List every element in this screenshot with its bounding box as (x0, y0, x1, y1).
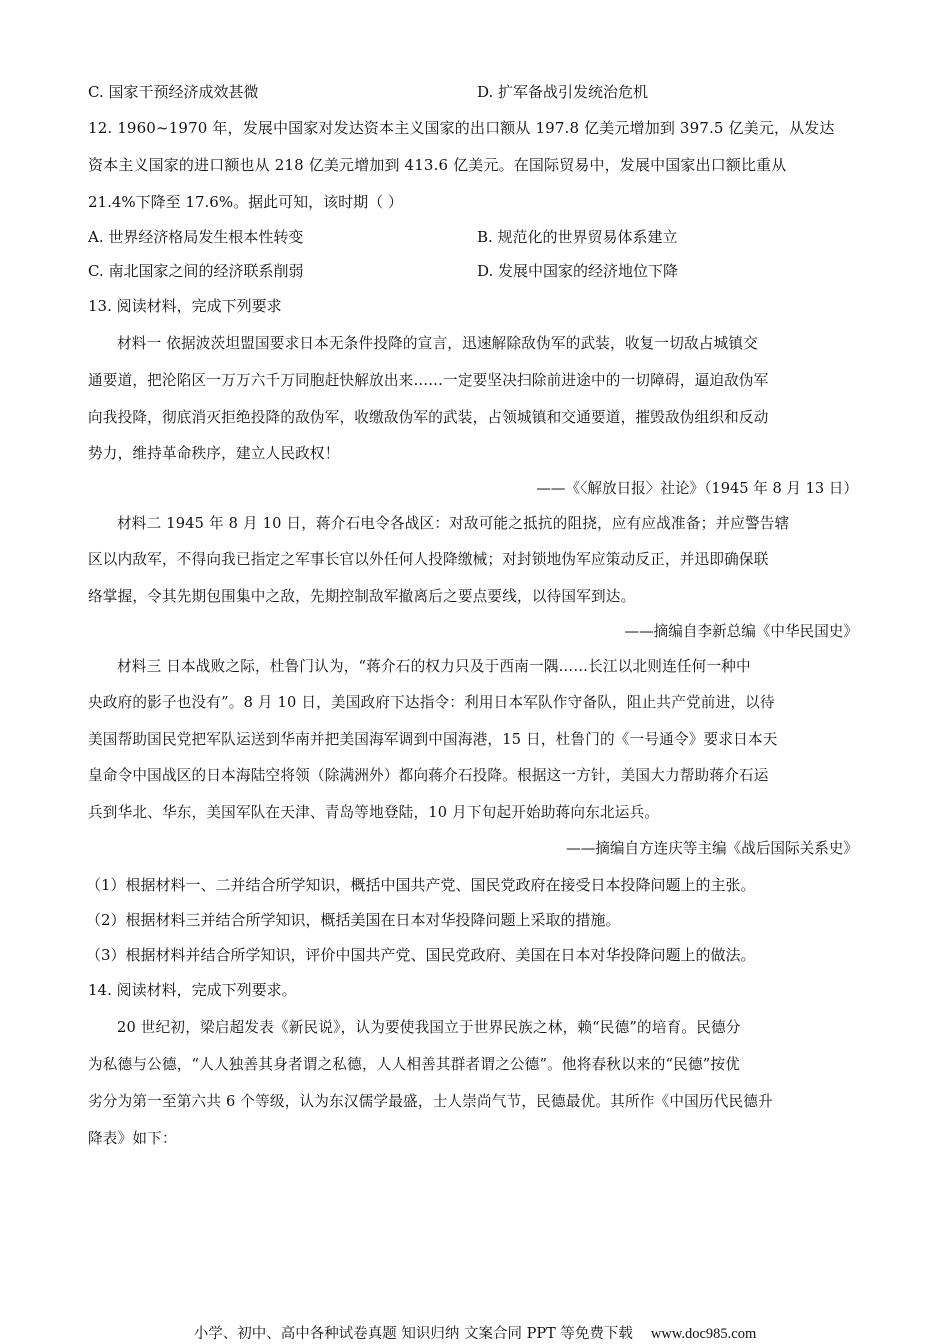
q13-material3-line: 材料三 日本战败之际，杜鲁门认为，“蒋介石的权力只及于西南一隅……长江以北则连任何一种中 (117, 658, 751, 675)
q13-material2-line: 区以内敌军，不得向我已指定之军事长官以外任何人投降缴械；对封锁地伪军应策动反正，并迅即确保联 (88, 551, 769, 568)
q13-material1-source: ——《〈解放日报〉社论》（1945 年 8 月 13 日） (536, 480, 858, 497)
q13-material1-line: 向我投降，彻底消灭拒绝投降的敌伪军，收缴敌伪军的武装，占领城镇和交通要道，摧毁敌伪组织和反动 (88, 409, 769, 426)
q13-material3-line: 美国帮助国民党把军队运送到华南并把美国海军调到中国海港，15 日，杜鲁门的《一号通令》要求日本天 (88, 731, 778, 748)
q13-material1-line: 势力，维持革命秩序，建立人民政权！ (88, 445, 340, 462)
footer-text: 小学、初中、高中各种试卷真题 知识归纳 文案合同 PPT 等免费下载 (193, 1326, 633, 1342)
q13-title: 13. 阅读材料，完成下列要求 (88, 297, 282, 315)
q12-stem-line: 21.4%下降至 17.6%。据此可知，该时期（ ） (88, 193, 403, 211)
q14-material-line: 降表》如下： (88, 1130, 177, 1147)
q12-stem-line: 资本主义国家的进口额也从 218 亿美元增加到 413.6 亿美元。在国际贸易中，发展中国家出口额比重从 (88, 156, 787, 174)
q14-title: 14. 阅读材料，完成下列要求。 (88, 981, 297, 999)
q13-question-1: （1）根据材料一、二并结合所学知识，概括中国共产党、国民党政府在接受日本投降问题上的主张。 (86, 876, 756, 894)
q13-question-3: （3）根据材料并结合所学知识，评价中国共产党、国民党政府、美国在日本对华投降问题上的做法。 (86, 946, 756, 964)
q14-material-line: 为私德与公德，“人人独善其身者谓之私德，人人相善其群者谓之公德”。他将春秋以来的“民德”按优 (88, 1056, 740, 1073)
q13-material3-source: ——摘编自方连庆等主编《战后国际关系史》 (566, 840, 858, 857)
page-footer (0, 1324, 950, 1344)
q13-material3-line: 央政府的影子也没有”。8 月 10 日，美国政府下达指令：利用日本军队作守备队，阻止共产党前进，以待 (88, 694, 775, 711)
q13-material1-line: 材料一 依据波茨坦盟国要求日本无条件投降的宣言，迅速解除敌伪军的武装，收复一切敌占城镇交 (117, 335, 758, 352)
q13-question-2: （2）根据材料三并结合所学知识，概括美国在日本对华投降问题上采取的措施。 (86, 911, 621, 929)
q13-material1-line: 通要道，把沦陷区一万万六千万同胞赶快解放出来……一定要坚决扫除前进途中的一切障碍，逼迫敌伪军 (88, 372, 769, 389)
q13-material3-line: 皇命令中国战区的日本海陆空将领（除满洲外）都向蒋介石投降。根据这一方针，美国大力帮助蒋介石运 (88, 767, 769, 784)
q14-material-line: 劣分为第一至第六共 6 个等级，认为东汉儒学最盛，士人崇尚气节，民德最优。其所作《中国历代民德升 (88, 1093, 773, 1110)
q14-material-line: 20 世纪初，梁启超发表《新民说》，认为要使我国立于世界民族之林，赖“民德”的培育。民德分 (117, 1019, 741, 1036)
q11-option-d: D. 扩军备战引发统治危机 (477, 83, 649, 101)
q12-stem-line: 12. 1960~1970 年，发展中国家对发达资本主义国家的出口额从 197.8 亿美元增加到 397.5 亿美元，从发达 (88, 119, 835, 137)
q13-material2-line: 络掌握，令其先期包围集中之敌，先期控制敌军撤离后之要点要线，以待国军到达。 (88, 588, 636, 605)
q12-option-a: A. 世界经济格局发生根本性转变 (88, 228, 304, 246)
q12-option-d: D. 发展中国家的经济地位下降 (477, 262, 679, 280)
q12-option-c: C. 南北国家之间的经济联系削弱 (88, 262, 304, 280)
q13-material3-line: 兵到华北、华东，美国军队在天津、青岛等地登陆，10 月下旬起开始助蒋向东北运兵。 (88, 804, 660, 821)
footer-link[interactable]: www.doc985.com (650, 1326, 757, 1342)
q13-material2-source: ——摘编自李新总编《中华民国史》 (624, 623, 858, 640)
q12-option-b: B. 规范化的世界贸易体系建立 (477, 228, 678, 246)
q13-material2-line: 材料二 1945 年 8 月 10 日，蒋介石电令各战区：对敌可能之抵抗的阻挠，应有应战准备；并应警告辖 (117, 515, 790, 532)
q11-option-c: C. 国家干预经济成效甚微 (88, 83, 259, 101)
